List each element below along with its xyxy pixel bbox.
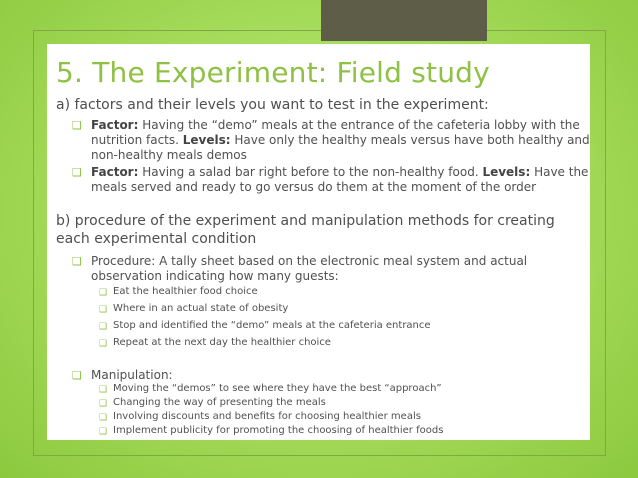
manipulation-subitem: ❑ Moving the “demos” to see where they have the best “approach” bbox=[99, 383, 442, 395]
bullet-icon: ❑ bbox=[99, 339, 108, 349]
bullet-icon: ❑ bbox=[99, 399, 108, 409]
procedure-subitem: ❑ Repeat at the next day the healthier choice bbox=[99, 337, 331, 349]
levels-text: Have only the healthy meals versus have both healthy and non-healthy meals demos bbox=[91, 133, 590, 162]
manipulation-item bbox=[72, 368, 591, 383]
procedure-text: Procedure: A tally sheet based on the electronic meal system and actual observation indicating how many guests: bbox=[91, 254, 528, 283]
factor-item-1 bbox=[72, 118, 591, 163]
levels-label: Levels: bbox=[482, 165, 531, 179]
manipulation-subitem: ❑ Implement publicity for promoting the choosing of healthier foods bbox=[99, 425, 444, 437]
factor-text: Having the “demo” meals at the entrance of the cafeteria lobby with the nutrition facts. bbox=[91, 118, 580, 147]
manipulation-text: Manipulation: bbox=[91, 368, 173, 382]
factor-label: Factor: bbox=[91, 118, 139, 132]
procedure-item bbox=[72, 254, 591, 284]
manipulation-subitem: ❑ Involving discounts and benefits for choosing healthier meals bbox=[99, 411, 421, 423]
procedure-subitem: ❑ Eat the healthier food choice bbox=[99, 286, 258, 298]
slide-content bbox=[47, 44, 590, 440]
procedure-subitem: ❑ Stop and identified the “demo” meals at the cafeteria entrance bbox=[99, 320, 431, 332]
factor-label: Factor: bbox=[91, 165, 139, 179]
bullet-icon: ❑ bbox=[99, 413, 108, 423]
levels-text: Have the meals served and ready to go versus do them at the moment of the order bbox=[91, 165, 589, 194]
slide-title: 5. The Experiment: Field study bbox=[56, 56, 490, 89]
factor-item-2 bbox=[72, 165, 591, 195]
bullet-icon: ❑ bbox=[99, 305, 108, 315]
bullet-icon: ❑ bbox=[72, 166, 82, 179]
bullet-icon: ❑ bbox=[99, 288, 108, 298]
bullet-icon: ❑ bbox=[72, 255, 82, 268]
manipulation-subitem: ❑ Changing the way of presenting the meals bbox=[99, 397, 326, 409]
factor-text: Having a salad bar right before to the non-healthy food. bbox=[138, 165, 483, 179]
section-a-heading: a) factors and their levels you want to test in the experiment: bbox=[56, 97, 489, 113]
bullet-icon: ❑ bbox=[99, 385, 108, 395]
bullet-icon: ❑ bbox=[99, 322, 108, 332]
levels-label: Levels: bbox=[182, 133, 231, 147]
bullet-icon: ❑ bbox=[72, 369, 82, 382]
bullet-icon: ❑ bbox=[99, 427, 108, 437]
decorative-header-block bbox=[321, 0, 487, 41]
procedure-subitem: ❑ Where in an actual state of obesity bbox=[99, 303, 289, 315]
section-b-heading: b) procedure of the experiment and manipulation methods for creating each experimental condition bbox=[56, 213, 555, 247]
bullet-icon: ❑ bbox=[72, 119, 82, 132]
